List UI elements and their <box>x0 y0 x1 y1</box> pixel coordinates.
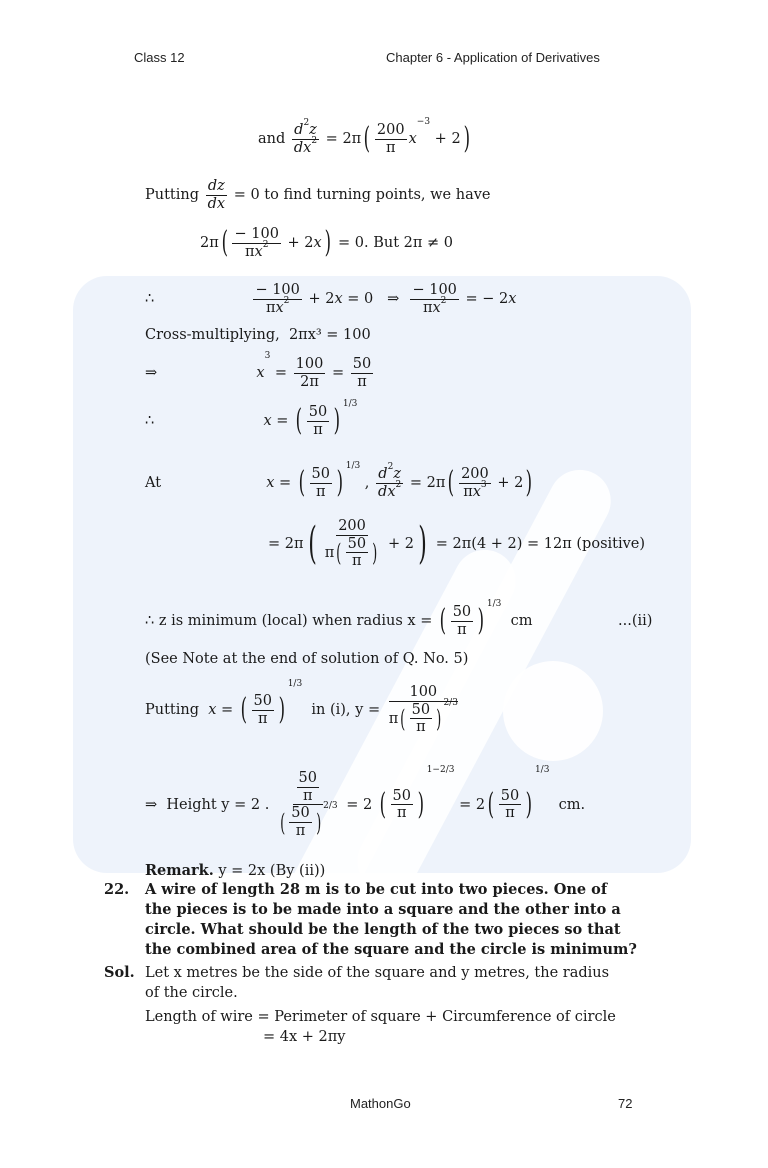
text-and: and <box>258 131 286 148</box>
fraction: $\frac{50}{\pi}$ ( $\frac{50}{\pi}$ )$^{2/3}$ <box>280 770 338 840</box>
page-number: 72 <box>618 1096 633 1111</box>
implies-symbol: ⇒ <box>387 291 400 308</box>
footer-brand: MathonGo <box>350 1096 411 1111</box>
text-turning-points: = 0 to find turning points, we have <box>233 187 491 204</box>
eq-line-2 <box>145 178 491 212</box>
fraction: $\frac{- 100}{\pi x^2}$ <box>412 282 457 316</box>
question-line: A wire of length 28 m is to be cut into two pieces. One of <box>145 881 608 898</box>
text-putting: Putting <box>145 702 200 718</box>
eq-line-5 <box>145 328 371 343</box>
fraction: $\frac{- 100}{\pi x^2}$ <box>255 282 300 316</box>
eq-line-13: ⇒ Height y = 2 . $\frac{50}{\pi}$ ( $\frac{50}{\pi}$ )$^{2/3}$ = 2 ( $\frac{50}{\pi}$ )$^{1-2/3}$ = 2( $\frac{50}{\pi}$ )$^{1/3}$ cm. <box>145 765 586 840</box>
fraction: $\frac{d^2z}{dx^2}$ <box>378 462 402 500</box>
solution-line: Let x metres be the side of the square and y metres, the radius <box>145 965 610 981</box>
remark-text: y = 2x (By (ii)) <box>218 863 326 879</box>
eq-line-10: ∴ z is minimum (local) when radius x = ( $\frac{50}{\pi}$ ) $^{1/3}$ cm <box>145 599 533 639</box>
remark-label: Remark. <box>145 862 214 879</box>
fraction: $\frac{50}{\pi}$ <box>392 787 411 822</box>
text-cm: cm <box>510 613 533 630</box>
see-note: (See Note at the end of solution of Q. No. 5) <box>145 651 469 667</box>
fraction: $\frac{200}{\pi x^3}$ <box>461 466 489 500</box>
question-number: 22. <box>104 881 130 898</box>
solution-line: of the circle. <box>145 985 238 1001</box>
eq-line-4: ∴ $\frac{- 100}{\pi x^2}$ + 2x = 0 ⇒ $\frac{- 100}{\pi x^2}$ = − 2x <box>145 282 517 316</box>
fraction: $\frac{50}{\pi}$ <box>500 787 520 822</box>
implies-symbol: ⇒ <box>145 365 158 382</box>
implies-symbol: ⇒ <box>145 796 158 813</box>
text-cm: cm. <box>558 796 586 813</box>
text-cross-eq: 2πx³ = 100 <box>288 327 371 343</box>
fraction: $\frac{50}{\pi}$ <box>311 466 330 500</box>
fraction: $\frac{200}{\pi}$ <box>376 122 405 156</box>
fraction: 200 π( $\frac{50}{\pi}$ ) <box>324 518 378 570</box>
eq-line-6: ⇒ $x^3$ = $\frac{100}{2\pi}$ = $\frac{50}{\pi}$ <box>145 351 372 390</box>
text-positive: = 2π(4 + 2) = 12π (positive) <box>435 536 646 552</box>
question-line: circle. What should be the length of the two pieces so that <box>145 921 621 938</box>
fraction: $\frac{dz}{dx}$ <box>207 178 226 212</box>
therefore-symbol: ∴ <box>145 413 155 430</box>
header-chapter: Chapter 6 - Application of Derivatives <box>386 50 600 65</box>
text-putting: Putting <box>145 187 200 204</box>
therefore-symbol: ∴ <box>145 291 155 308</box>
text-in-i: in (i), y = <box>311 702 381 718</box>
text-at: At <box>145 475 162 492</box>
eq-ref: ...(ii) <box>618 613 653 629</box>
fraction: $\frac{50}{\pi}$ <box>352 356 372 390</box>
eq-line-8: At x = ( $\frac{50}{\pi}$ ) $^{1/3}$ , $\frac{d^2z}{dx^2}$ = 2π( $\frac{200}{\pi x^3}$ + 2) <box>145 461 533 501</box>
solution-text <box>145 963 616 1047</box>
fraction: $\frac{50}{\pi}$ <box>452 604 472 638</box>
solution-label: Sol. <box>104 964 135 981</box>
remark <box>145 864 325 879</box>
text-cross-multiplying: Cross-multiplying, <box>145 327 280 343</box>
question-text <box>145 880 637 960</box>
eq-line-9: = 2π( 200 π( $\frac{50}{\pi}$ ) + 2) = 2π(4 + 2) = 12π (positive) <box>268 518 646 570</box>
question-line: the combined area of the square and the circle is minimum? <box>145 941 637 958</box>
eq-line-7: ∴ x = ( $\frac{50}{\pi}$ ) $^{1/3}$ <box>145 399 358 439</box>
text-height: Height y = 2 . <box>166 796 270 813</box>
fraction: $\frac{- 100}{\pi x^2}$ <box>234 226 279 260</box>
fraction: $\frac{d^2z}{dx^2}$ <box>293 118 318 156</box>
text-but: = 0. But 2π ≠ 0 <box>338 235 454 252</box>
fraction: 100 π( $\frac{50}{\pi}$ )$^{2/3}$ <box>388 684 458 736</box>
header-class: Class 12 <box>134 50 185 65</box>
eq-line-1: and $\frac{d^2z}{dx^2}$ = 2π( $\frac{200}{\pi}$ $x^{-3} + 2$) <box>258 117 470 157</box>
fraction: $\frac{50}{\pi}$ <box>308 404 328 438</box>
fraction: $\frac{50}{\pi}$ <box>253 692 272 727</box>
solution-line: Length of wire = Perimeter of square + Circumference of circle <box>145 1009 616 1025</box>
text-z-minimum: ∴ z is minimum (local) when radius x = <box>145 613 433 630</box>
eq-line-3: 2π( $\frac{- 100}{\pi x^2}$ + 2x) = 0. But 2π ≠ 0 <box>200 225 454 261</box>
question-line: the pieces is to be made into a square and the other into a <box>145 901 621 918</box>
solution-line: = 4x + 2πy <box>263 1029 346 1045</box>
watermark-dot <box>503 661 603 761</box>
eq-line-12: Putting x = ( $\frac{50}{\pi}$ )$^{1/3}$ in (i), y = 100 π( $\frac{50}{\pi}$ )$^{2/3}$ <box>145 679 458 736</box>
fraction: $\frac{100}{2\pi}$ <box>295 356 324 390</box>
